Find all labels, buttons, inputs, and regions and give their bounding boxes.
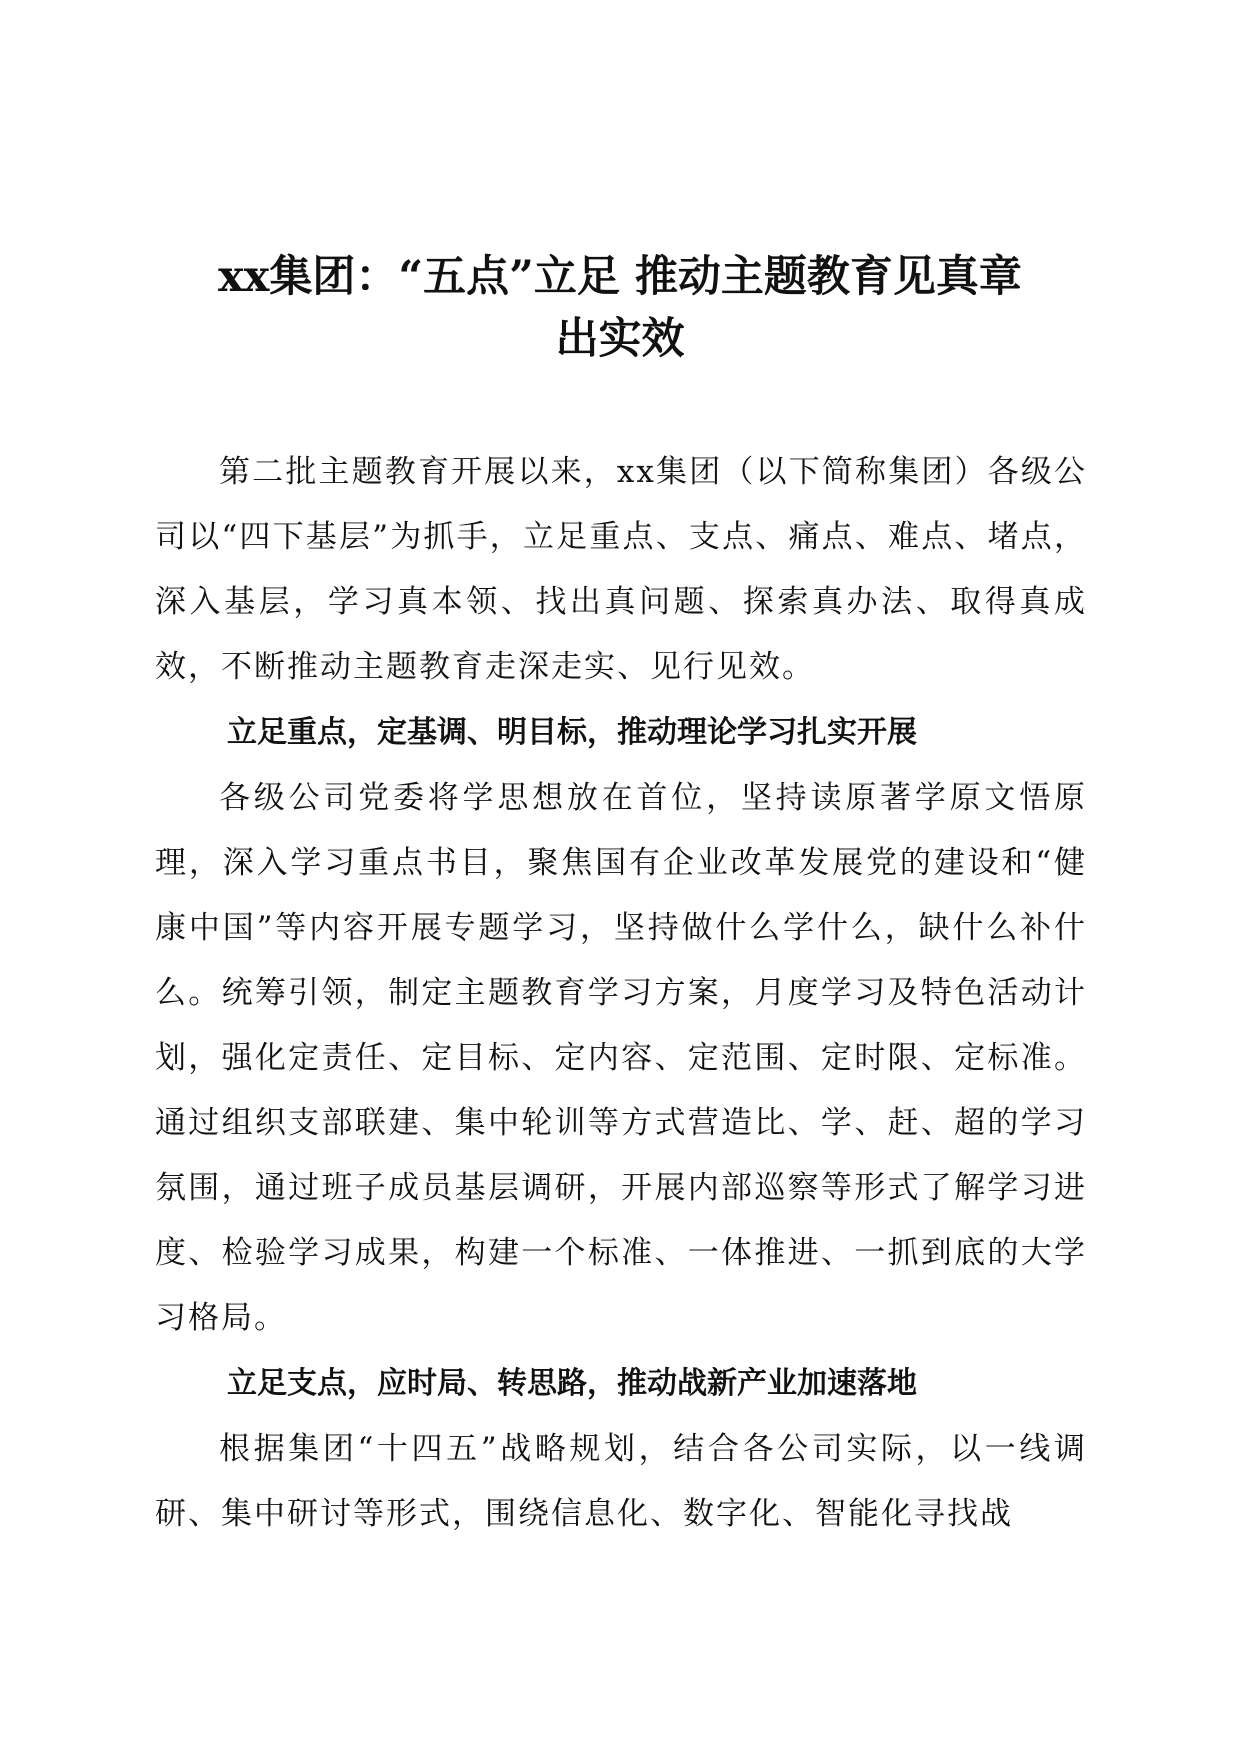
section-heading-fulcrum: 立足支点，应时局、转思路，推动战新产业加速落地	[227, 1366, 917, 1401]
document-title-line-1: xx集团：“五点”立足 推动主题教育见真章	[218, 252, 1022, 302]
document-title	[150, 246, 1090, 370]
intro-paragraph: 第二批主题教育开展以来，xx集团（以下简称集团）各级公司以“四下基层”为抓手，立足重点、支点、痛点、难点、堵点，深入基层，学习真本领、找出真问题、探索真办法、取得真成效，不断推动主题教育走深走实、见行见效。	[155, 454, 1087, 685]
document-title-line-2: 出实效	[555, 314, 685, 364]
section-paragraph-fulcrum: 根据集团“十四五”战略规划，结合各公司实际，以一线调研、集中研讨等形式，围绕信息化、数字化、智能化寻找战	[155, 1431, 1087, 1532]
section-paragraph-key-points: 各级公司党委将学思想放在首位，坚持读原著学原文悟原理，深入学习重点书目，聚焦国有企业改革发展党的建设和“健康中国”等内容开展专题学习，坚持做什么学什么，缺什么补什么。统筹引领，制定主题教育学习方案，月度学习及特色活动计划，强化定责任、定目标、定内容、定范围、定时限、定标准。通过组织支部联建、集中轮训等方式营造比、学、赶、超的学习氛围，通过班子成员基层调研，开展内部巡察等形式了解学习进度、检验学习成果，构建一个标准、一体推进、一抓到底的大学习格局。	[155, 780, 1087, 1336]
document-body	[155, 440, 1087, 1547]
section-heading-key-points: 立足重点，定基调、明目标，推动理论学习扎实开展	[227, 715, 917, 750]
